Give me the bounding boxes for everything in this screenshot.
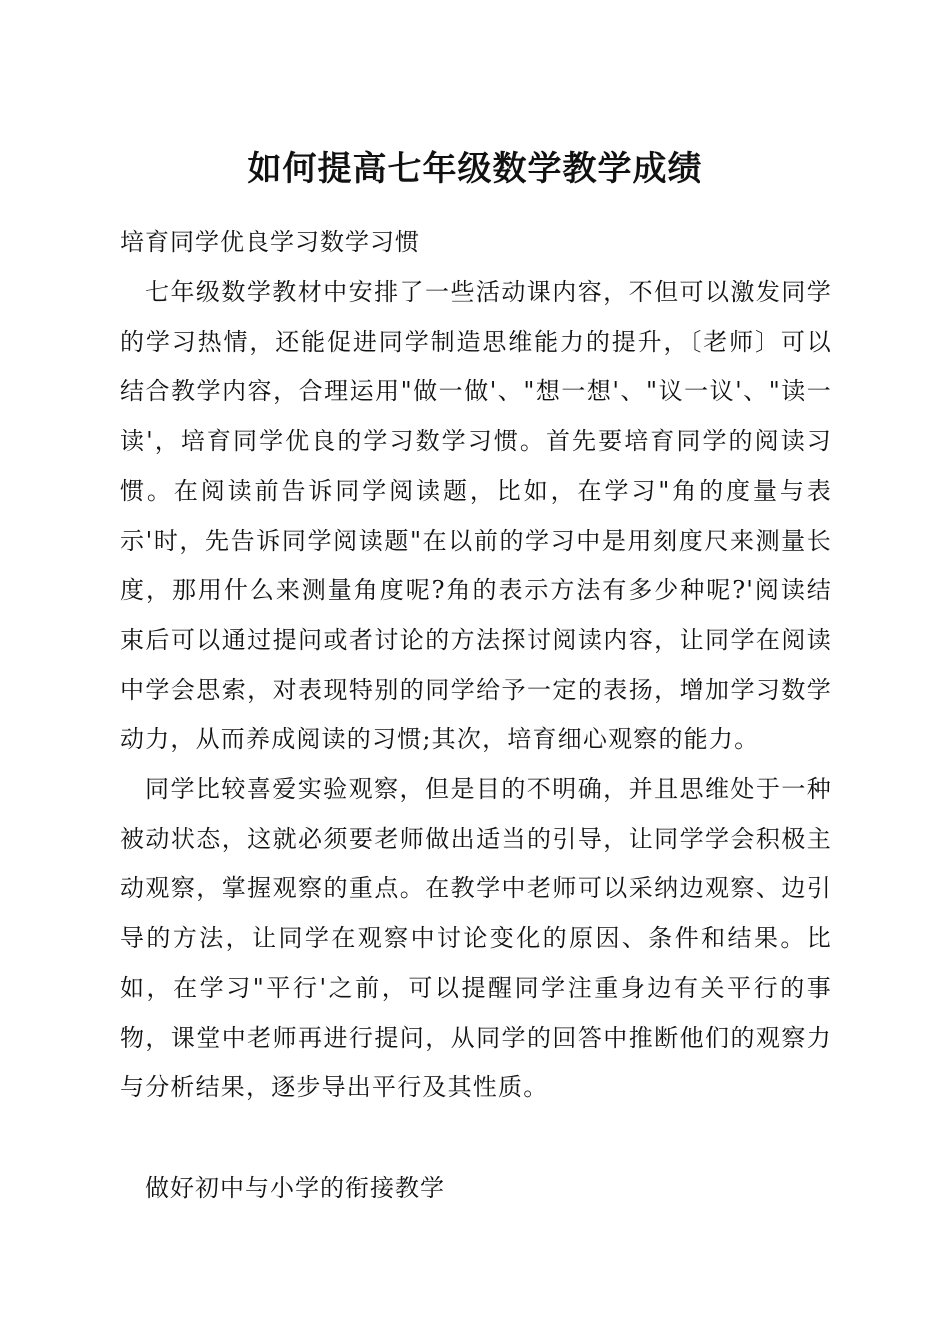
document-title: 如何提高七年级数学教学成绩 xyxy=(247,149,703,189)
paragraph-reading-habit: 七年级数学教材中安排了一些活动课内容，不但可以激发同学的学习热情，还能促进同学制造思维能力的提升，〔老师〕可以结合教学内容，合理运用"做一做'、"想一想'、"议一议'、"读一读'，培育同学优良的学习数学习惯。首先要培育同学的阅读习惯。在阅读前告诉同学阅读题，比如，在学习"角的度量与表示'时，先告诉同学阅读题"在以前的学习中是用刻度尺来测量长度，那用什么来测量角度呢?角的表示方法有多少种呢?'阅读结束后可以通过提问或者讨论的方法探讨阅读内容，让同学在阅读中学会思索，对表现特别的同学给予一定的表扬，增加学习数学动力，从而养成阅读的习惯;其次，培育细心观察的能力。 xyxy=(120,278,832,754)
paragraph-observation: 同学比较喜爱实验观察，但是目的不明确，并且思维处于一种被动状态，这就必须要老师做出适当的引导，让同学学会积极主动观察，掌握观察的重点。在教学中老师可以采纳边观察、边引导的方法，让同学在观察中讨论变化的原因、条件和结果。比如，在学习"平行'之前，可以提醒同学注重身边有关平行的事物，课堂中老师再进行提问，从同学的回答中推断他们的观察力与分析结果，逐步导出平行及其性质。 xyxy=(120,775,832,1102)
section-heading-habits: 培育同学优良学习数学习惯 xyxy=(120,228,420,256)
section-heading-transition: 做好初中与小学的衔接教学 xyxy=(145,1174,445,1202)
